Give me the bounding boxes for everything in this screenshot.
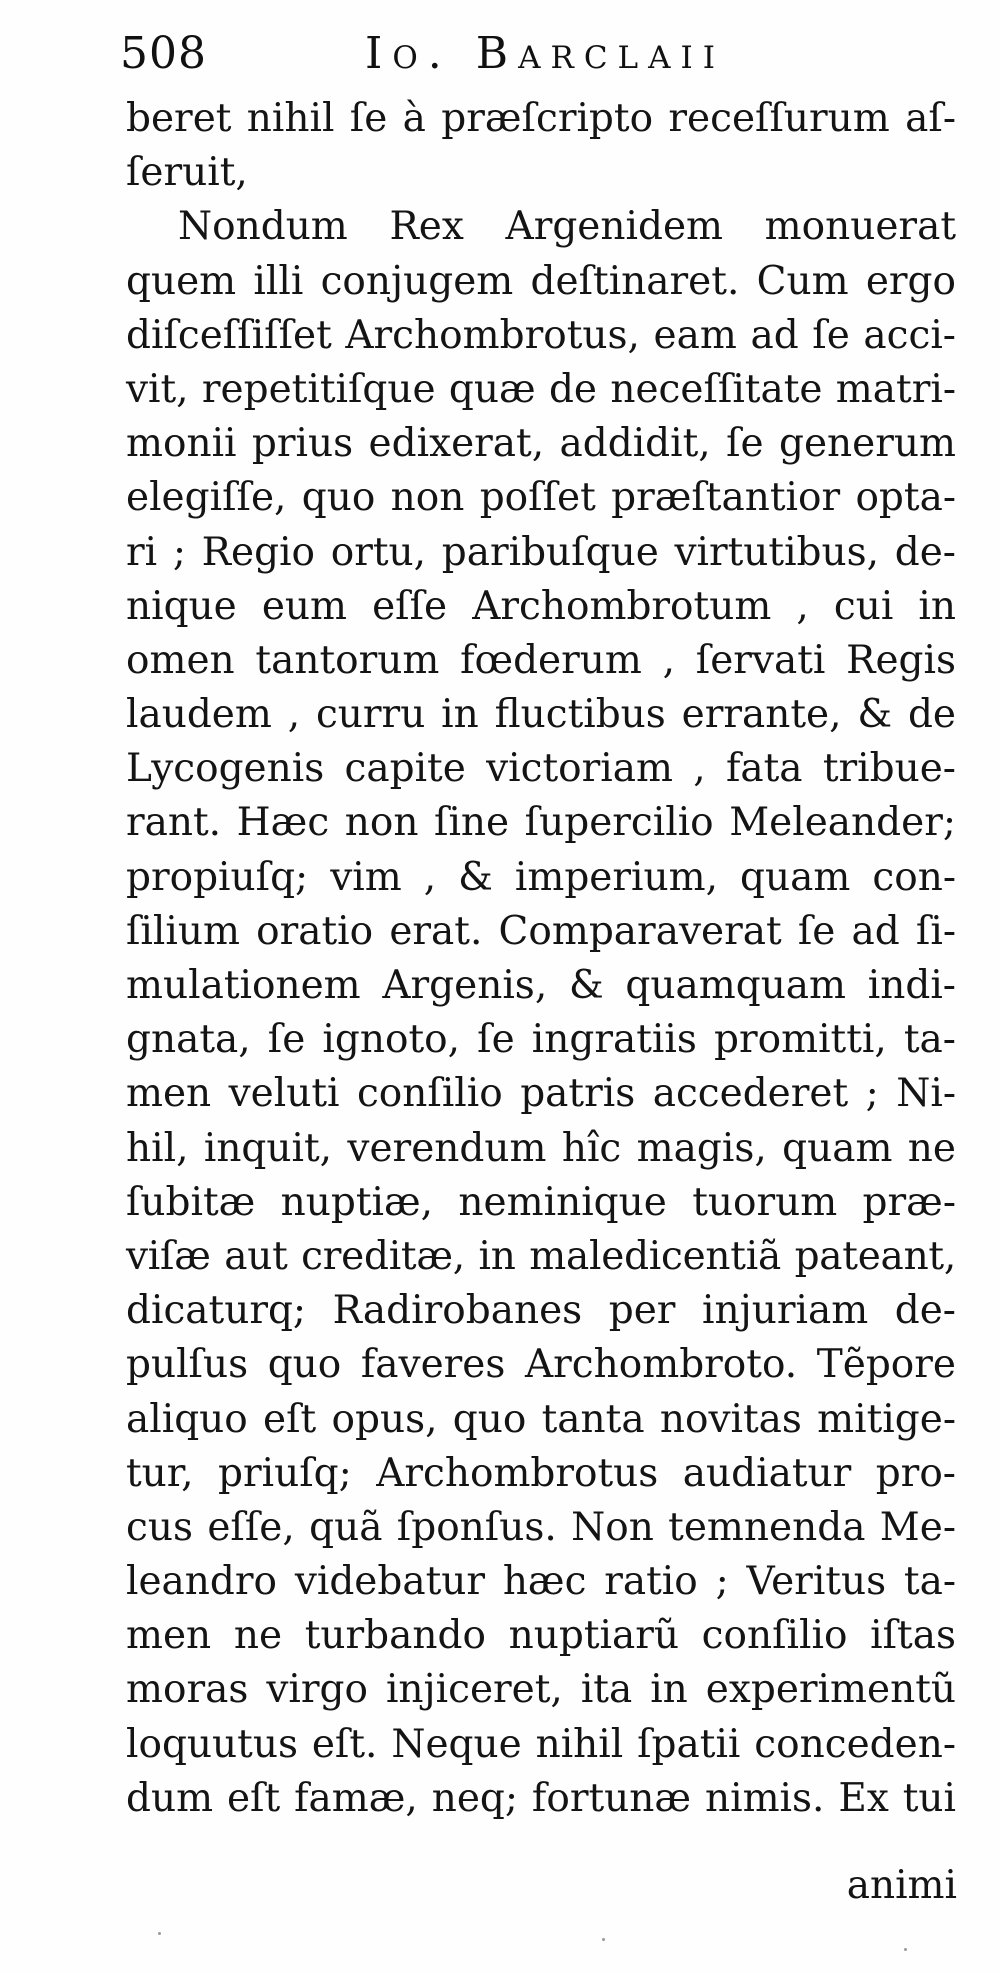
text-line: ſubitæ nuptiæ, neminique tuorum præ- — [126, 1179, 956, 1225]
text-line: gnata, ſe ignoto, ſe ingratiis promitti, ta- — [126, 1017, 956, 1063]
text-line: laudem , curru in fluctibus errante, & de — [126, 692, 956, 738]
text-line: rant. Hæc non ſine ſupercilio Meleander; — [126, 800, 956, 846]
text-line: quem illi conjugem deſtinaret. Cum ergo — [126, 258, 956, 304]
paper-speck — [602, 1938, 605, 1941]
text-line: vit, repetitiſque quæ de neceſſitate matri- — [126, 366, 956, 412]
text-line: elegiſſe, quo non poſſet præſtantior opta- — [126, 475, 956, 521]
text-line: nique eum eſſe Archombrotum , cui in — [126, 583, 956, 629]
catchword: animi — [846, 1863, 957, 1908]
text-line: mulationem Argenis, & quamquam indi- — [126, 963, 956, 1008]
text-line: monii prius edixerat, addidit, ſe generum — [126, 421, 956, 467]
text-line: propiuſq; vim , & imperium, quam con- — [126, 854, 956, 900]
text-line: pulſus quo faveres Archombroto. Tẽpore — [126, 1342, 956, 1388]
paper-speck — [904, 1948, 907, 1951]
paper-speck — [158, 1932, 161, 1935]
text-line: aliquo eſt opus, quo tanta novitas mitige- — [126, 1396, 956, 1442]
text-line: men ne turbando nuptiarũ conſilio iſtas — [126, 1613, 956, 1659]
text-line: Nondum Rex Argenidem monuerat — [178, 204, 956, 250]
text-line: omen tantorum fœderum , ſervati Regis — [126, 637, 956, 683]
text-line: leandro videbatur hæc ratio ; Veritus ta- — [126, 1559, 956, 1605]
text-line: ſilium oratio erat. Comparaverat ſe ad ſi- — [126, 908, 956, 954]
text-line: cus eſſe, quã ſponſus. Non temnenda Me- — [126, 1504, 956, 1550]
text-line: dicaturq; Radirobanes per injuriam de- — [126, 1288, 956, 1334]
text-line: beret nihil ſe à præſcripto receſſurum aſ- — [126, 96, 956, 141]
running-head: Io. Barclaii — [365, 28, 726, 79]
text-line: hil, inquit, verendum hîc magis, quam ne — [126, 1125, 956, 1171]
text-line: viſæ aut creditæ, in maledicentiã pateant, — [126, 1233, 956, 1279]
text-line: dum eſt famæ, neq; fortunæ nimis. Ex tui — [126, 1775, 956, 1821]
page-header — [120, 28, 960, 98]
text-line: ri ; Regio ortu, paribuſque virtutibus, de- — [126, 529, 956, 575]
text-line: diſceſſiſſet Archombrotus, eam ad ſe acci- — [126, 312, 956, 358]
text-line: Lycogenis capite victoriam , fata tribue- — [126, 746, 956, 792]
text-line: ſeruit, — [126, 150, 248, 196]
text-line: moras virgo injiceret, ita in experimentũ — [126, 1667, 956, 1713]
body-text — [126, 92, 956, 1826]
text-line: men veluti conſilio patris accederet ; Ni- — [126, 1071, 956, 1117]
text-line: loquutus eſt. Neque nihil ſpatii conceden- — [126, 1721, 956, 1767]
text-line: tur, priuſq; Archombrotus audiatur pro- — [126, 1450, 956, 1496]
page-number: 508 — [120, 28, 207, 79]
